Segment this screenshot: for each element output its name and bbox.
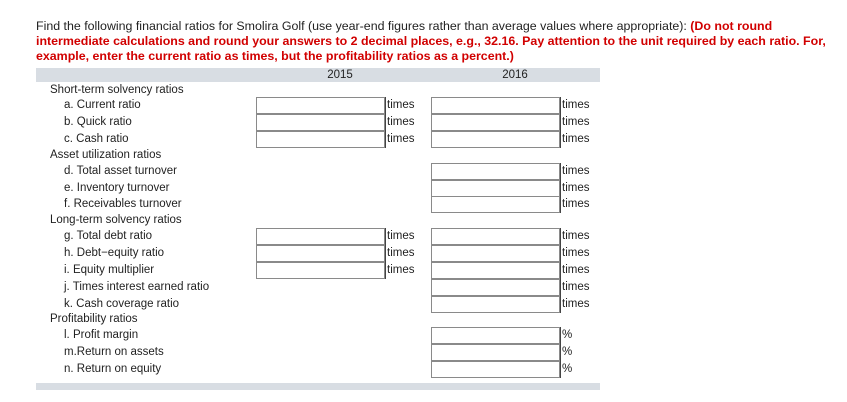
unit-label: times	[385, 228, 414, 245]
ratio-row-receivables-turnover	[0, 196, 847, 213]
return-on-equity-2016-input[interactable]	[431, 361, 560, 378]
current-ratio-2015-input[interactable]	[256, 97, 385, 114]
times-interest-earned-2016-input[interactable]	[431, 279, 560, 296]
ratio-row-total-asset-turnover	[0, 163, 847, 180]
unit-label: times	[560, 279, 589, 296]
total-debt-ratio-2016-input[interactable]	[431, 228, 560, 245]
unit-label: %	[560, 361, 572, 378]
ratio-row-return-on-assets	[0, 344, 847, 361]
cash-ratio-2016-input[interactable]	[431, 131, 560, 148]
unit-label: times	[560, 163, 589, 180]
question-text	[36, 19, 841, 64]
question-instructions: (Do not round intermediate calculations and round your answers to 2 decimal places, e.g., 32.16. Pay attention to the unit required by each ratio. For, example, enter the current ratio as times, but the profitability ratios as a percent.)	[36, 19, 826, 63]
unit-label: times	[560, 131, 589, 148]
question-prompt: Find the following financial ratios for Smolira Golf (use year-end figures rather than average values where appropriate):	[36, 19, 691, 33]
equity-multiplier-2015-input[interactable]	[256, 262, 385, 279]
return-on-assets-2016-input[interactable]	[431, 344, 560, 361]
section-row-asset-utilization	[0, 147, 847, 164]
total-debt-ratio-2015-input[interactable]	[256, 228, 385, 245]
section-row-long-term	[0, 212, 847, 229]
unit-label: times	[560, 245, 589, 262]
column-header-2015: 2015	[327, 69, 353, 81]
column-header-2016: 2016	[502, 69, 528, 81]
ratio-label: k. Cash coverage ratio	[64, 298, 180, 310]
ratio-label: m.Return on assets	[64, 346, 164, 358]
unit-label: %	[560, 327, 572, 344]
ratio-label: h. Debt−equity ratio	[64, 247, 165, 259]
unit-label: times	[560, 196, 589, 213]
ratio-row-total-debt	[0, 228, 847, 245]
unit-label: times	[560, 97, 589, 114]
ratio-label: j. Times interest earned ratio	[64, 281, 210, 293]
quick-ratio-2015-input[interactable]	[256, 114, 385, 131]
debt-equity-ratio-2016-input[interactable]	[431, 245, 560, 262]
unit-label: times	[385, 262, 414, 279]
section-row-profitability	[0, 311, 847, 328]
unit-label: times	[385, 97, 414, 114]
inventory-turnover-2016-input[interactable]	[431, 180, 560, 197]
ratio-row-equity-multiplier	[0, 262, 847, 279]
profit-margin-2016-input[interactable]	[431, 327, 560, 344]
ratio-row-profit-margin	[0, 327, 847, 344]
ratio-label: e. Inventory turnover	[64, 182, 170, 194]
unit-label: times	[385, 131, 414, 148]
ratio-label: c. Cash ratio	[64, 133, 129, 145]
ratio-row-cash	[0, 131, 847, 148]
current-ratio-2016-input[interactable]	[431, 97, 560, 114]
unit-label: times	[560, 114, 589, 131]
ratio-row-return-on-equity	[0, 361, 847, 378]
ratio-label: b. Quick ratio	[64, 116, 132, 128]
section-label: Profitability ratios	[50, 313, 138, 325]
ratio-label: g. Total debt ratio	[64, 230, 153, 242]
unit-label: times	[385, 114, 414, 131]
ratio-label: d. Total asset turnover	[64, 165, 177, 177]
ratio-label: i. Equity multiplier	[64, 264, 155, 276]
debt-equity-ratio-2015-input[interactable]	[256, 245, 385, 262]
ratio-row-inventory-turnover	[0, 180, 847, 197]
cash-ratio-2015-input[interactable]	[256, 131, 385, 148]
section-label: Asset utilization ratios	[50, 149, 162, 161]
equity-multiplier-2016-input[interactable]	[431, 262, 560, 279]
unit-label: times	[560, 228, 589, 245]
unit-label: times	[385, 245, 414, 262]
ratio-row-times-interest-earned	[0, 279, 847, 296]
ratio-label: n. Return on equity	[64, 363, 162, 375]
ratio-row-current	[0, 97, 847, 114]
unit-label: %	[560, 344, 572, 361]
ratio-row-debt-equity	[0, 245, 847, 262]
section-label: Long-term solvency ratios	[50, 214, 182, 226]
unit-label: times	[560, 180, 589, 197]
unit-label: times	[560, 296, 589, 313]
total-asset-turnover-2016-input[interactable]	[431, 163, 560, 180]
ratio-label: f. Receivables turnover	[64, 198, 182, 210]
table-footer-bar	[36, 383, 600, 390]
ratio-label: a. Current ratio	[64, 99, 141, 111]
unit-label: times	[560, 262, 589, 279]
ratio-row-quick	[0, 114, 847, 131]
receivables-turnover-2016-input[interactable]	[431, 196, 560, 213]
section-label: Short-term solvency ratios	[50, 84, 184, 96]
ratio-label: l. Profit margin	[64, 329, 139, 341]
quick-ratio-2016-input[interactable]	[431, 114, 560, 131]
